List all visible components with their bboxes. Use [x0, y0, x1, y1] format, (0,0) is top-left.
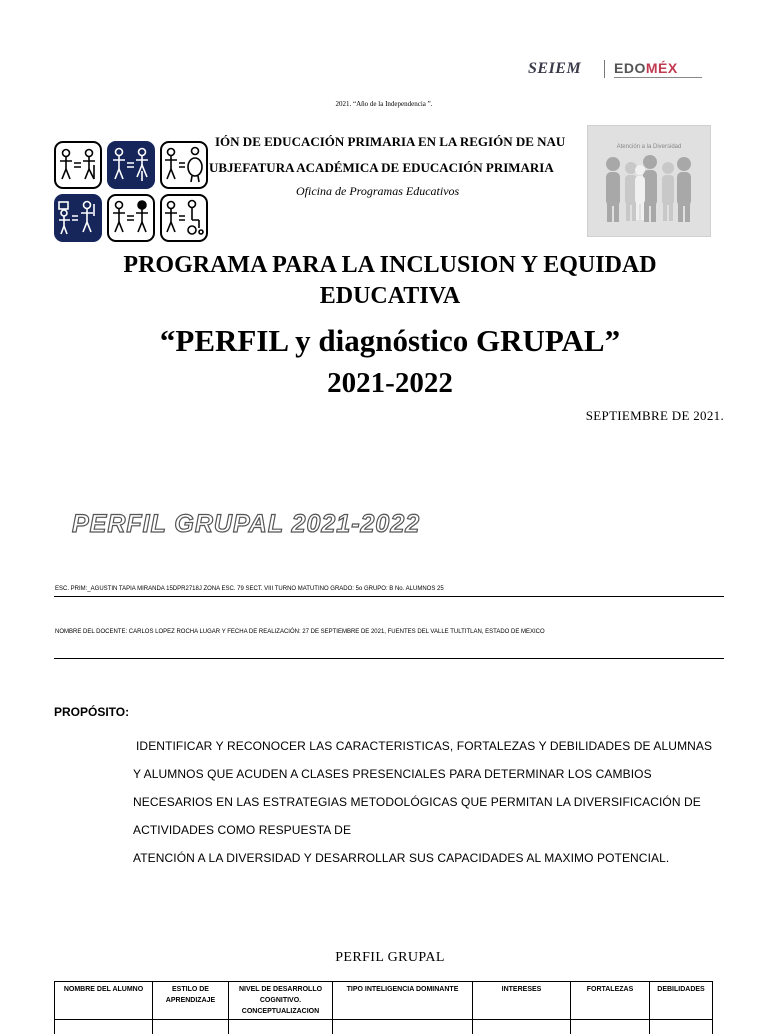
diversity-image-caption: Atención a la Diversidad: [617, 144, 682, 150]
table-cell: [55, 1020, 153, 1034]
program-title: PROGRAMA PARA LA INCLUSION Y EQUIDAD EDUCATIVA: [60, 250, 720, 312]
table-cell: [473, 1020, 571, 1034]
pictogram-tile-6-icon: [160, 194, 208, 242]
purpose-line: Y ALUMNOS QUE ACUDEN A CLASES PRESENCIALES PARA DETERMINAR LOS CAMBIOS: [133, 767, 652, 781]
teacher-info-line: NOMBRE DEL DOCENTE: CARLOS LOPEZ ROCHA LUGAR Y FECHA DE REALIZACIÓN: 27 DE SEPTIEMBRE DE 2021, FUENTES DEL VALLE TULTITLAN, ESTADO DE MEXICO: [55, 629, 545, 635]
column-header-cognitive-level: NIVEL DE DESARROLLO COGNITIVO. CONCEPTUALIZACION: [229, 982, 333, 1020]
purpose-label: PROPÓSITO:: [54, 705, 129, 719]
pictogram-tile-5-icon: [107, 194, 155, 242]
document-title: “PERFIL y diagnóstico GRUPAL”: [60, 323, 720, 359]
profile-table: [54, 981, 713, 1034]
pictogram-tile-2-icon: [107, 141, 155, 189]
school-year: 2021-2022: [60, 367, 720, 400]
purpose-line: ATENCIÓN A LA DIVERSIDAD Y DESARROLLAR SUS CAPACIDADES AL MAXIMO POTENCIAL.: [133, 851, 669, 865]
direction-heading: IÓN DE EDUCACIÓN PRIMARIA EN LA REGIÓN DE NAU: [215, 134, 565, 150]
purpose-line: IDENTIFICAR Y RECONOCER LAS CARACTERISTICAS, FORTALEZAS Y DEBILIDADES DE ALUMNAS: [136, 739, 712, 753]
purpose-line: ACTIVIDADES COMO RESPUESTA DE: [133, 823, 351, 837]
office-heading: Oficina de Programas Educativos: [296, 184, 459, 199]
divider: [54, 658, 724, 659]
purpose-line: NECESARIOS EN LAS ESTRATEGIAS METODOLÓGICAS QUE PERMITAN LA DIVERSIFICACIÓN DE: [133, 795, 701, 809]
column-header-intelligence-type: TIPO INTELIGENCIA DOMINANTE: [333, 982, 473, 1020]
table-cell: [650, 1020, 713, 1034]
table-caption: PERFIL GRUPAL: [0, 950, 768, 966]
seiem-logo: SEIEM: [528, 60, 581, 78]
profile-section-title: PERFIL GRUPAL 2021-2022: [72, 510, 420, 539]
table-row: [55, 1020, 713, 1034]
pictogram-tile-3-icon: [160, 141, 208, 189]
divider: [54, 596, 724, 597]
pictogram-tile-4-icon: [54, 194, 102, 242]
diversity-image: [587, 125, 711, 237]
edomex-logo: [614, 60, 678, 76]
document-date: SEPTIEMBRE DE 2021.: [500, 408, 724, 424]
pictogram-tile-1-icon: [54, 141, 102, 189]
column-header-weaknesses: DEBILIDADES: [650, 982, 713, 1020]
table-header-row: [55, 982, 713, 1020]
logo-separator: [604, 60, 605, 78]
table-cell: [333, 1020, 473, 1034]
school-info-line: ESC. PRIM:_AGUSTIN TAPIA MIRANDA 15DPR2718J ZONA ESC. 79 SECT. VIII TURNO MATUTINO GRADO: 5o GRUPO: B No. ALUMNOS 25: [55, 586, 444, 592]
edomex-logo-part-a: EDO: [614, 60, 646, 76]
inclusion-pictogram-logo: [54, 141, 212, 245]
column-header-student-name: NOMBRE DEL ALUMNO: [55, 982, 153, 1020]
table-cell: [571, 1020, 650, 1034]
column-header-interests: INTERESES: [473, 982, 571, 1020]
table-cell: [153, 1020, 229, 1034]
subdirection-heading: UBJEFATURA ACADÉMICA DE EDUCACIÓN PRIMARIA: [209, 160, 554, 176]
table-cell: [229, 1020, 333, 1034]
column-header-learning-style: ESTILO DE APRENDIZAJE: [153, 982, 229, 1020]
edomex-logo-part-b: MÉX: [646, 60, 678, 76]
year-motto: 2021. “Año de la Independencia ”.: [0, 100, 768, 108]
edomex-logo-underline: [614, 77, 702, 78]
column-header-strengths: FORTALEZAS: [571, 982, 650, 1020]
